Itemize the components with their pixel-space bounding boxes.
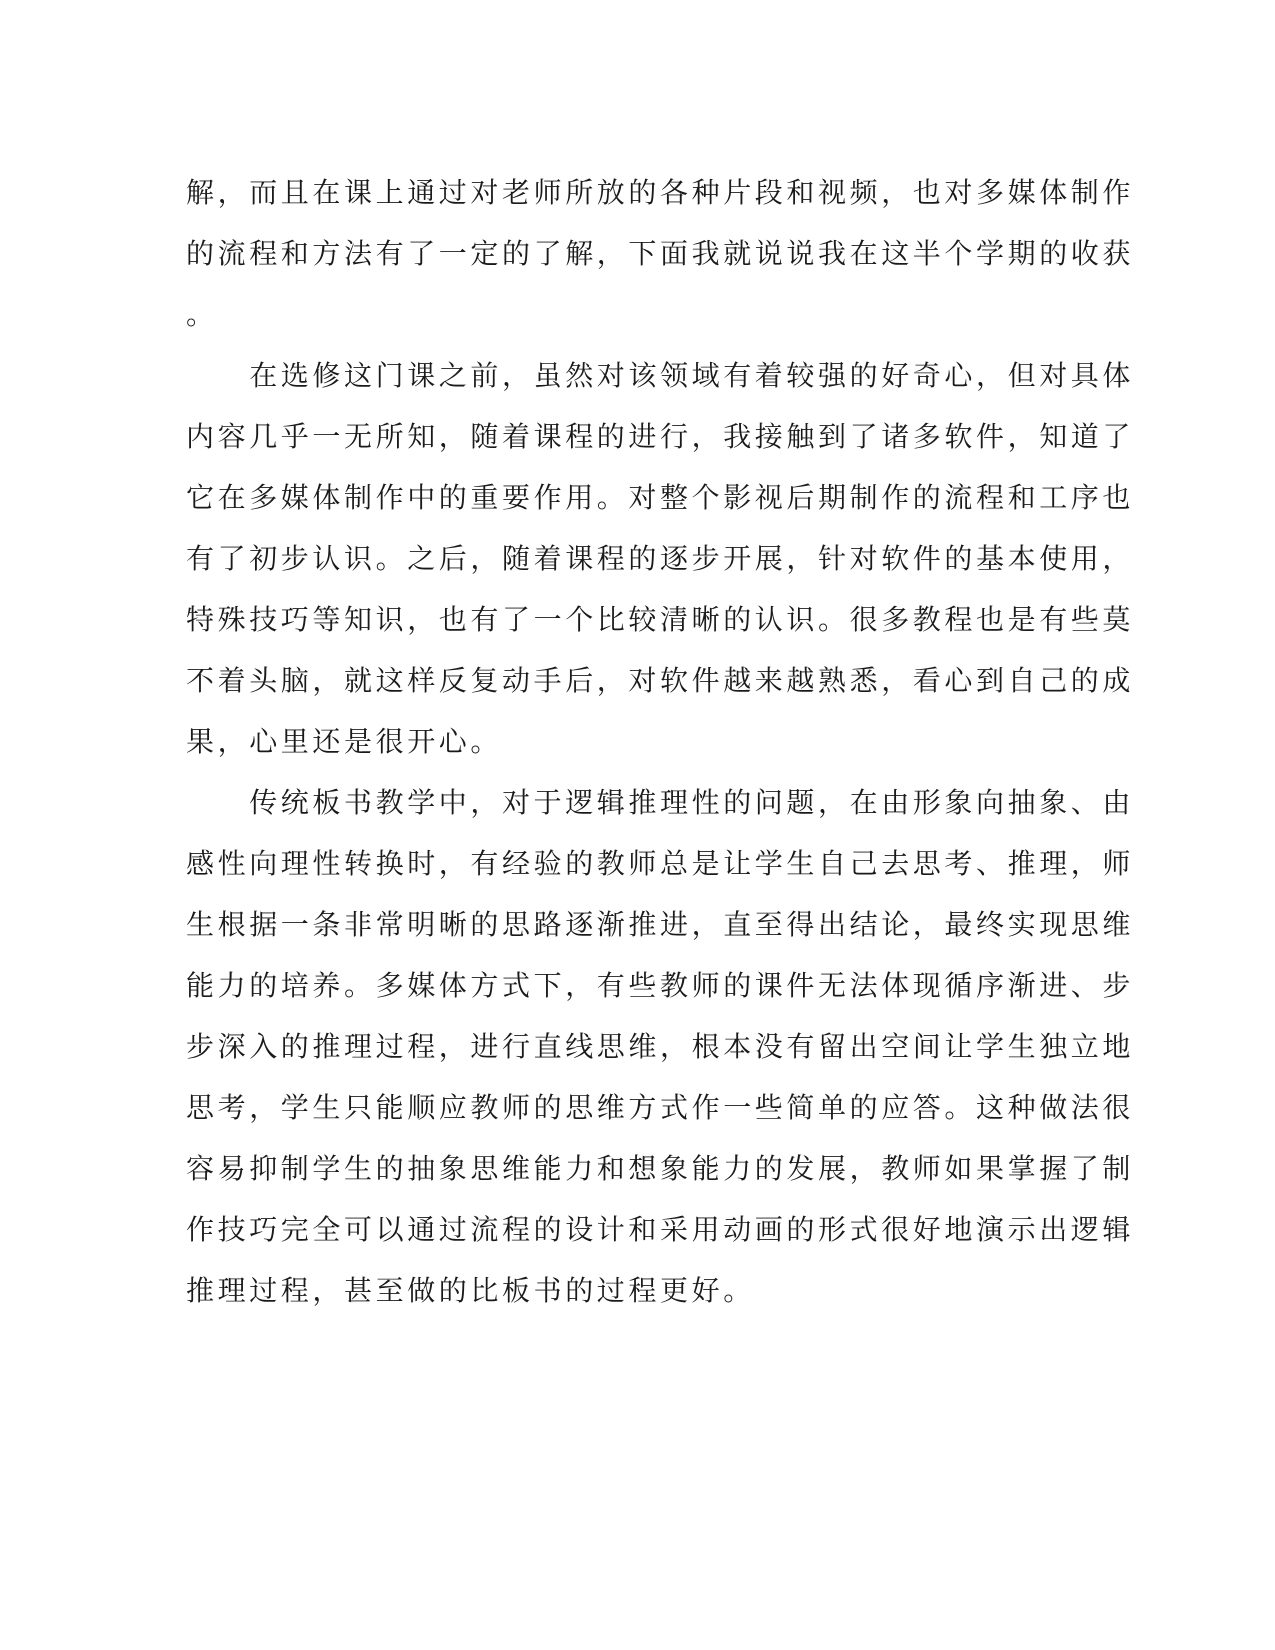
text-line: 特殊技巧等知识，也有了一个比较清晰的认识。很多教程也是有些莫 (186, 603, 1135, 636)
text-line: 它在多媒体制作中的重要作用。对整个影视后期制作的流程和工序也 (186, 481, 1135, 514)
text-line: 的流程和方法有了一定的了解，下面我就说说我在这半个学期的收获 (186, 237, 1135, 270)
text-line: 。 (186, 298, 218, 331)
text-line: 作技巧完全可以通过流程的设计和采用动画的形式很好地演示出逻辑 (186, 1213, 1135, 1246)
text-line: 不着头脑，就这样反复动手后，对软件越来越熟悉，看心到自己的成 (186, 664, 1135, 697)
text-line: 解，而且在课上通过对老师所放的各种片段和视频，也对多媒体制作 (186, 176, 1135, 209)
text-line: 推理过程，甚至做的比板书的过程更好。 (186, 1274, 755, 1307)
text-line: 在选修这门课之前，虽然对该领域有着较强的好奇心，但对具体 (186, 359, 1135, 392)
paragraph-1 (186, 162, 1135, 345)
text-line: 有了初步认识。之后，随着课程的逐步开展，针对软件的基本使用， (186, 542, 1135, 575)
paragraph-2 (186, 345, 1135, 772)
text-line: 步深入的推理过程，进行直线思维，根本没有留出空间让学生独立地 (186, 1030, 1135, 1063)
text-line: 感性向理性转换时，有经验的教师总是让学生自己去思考、推理，师 (186, 847, 1135, 880)
text-line: 思考，学生只能顺应教师的思维方式作一些简单的应答。这种做法很 (186, 1091, 1135, 1124)
text-line: 内容几乎一无所知，随着课程的进行，我接触到了诸多软件，知道了 (186, 420, 1135, 453)
paragraph-3 (186, 772, 1135, 1321)
text-line: 生根据一条非常明晰的思路逐渐推进，直至得出结论，最终实现思维 (186, 908, 1135, 941)
text-line: 传统板书教学中，对于逻辑推理性的问题，在由形象向抽象、由 (186, 786, 1135, 819)
text-line: 能力的培养。多媒体方式下，有些教师的课件无法体现循序渐进、步 (186, 969, 1135, 1002)
text-line: 容易抑制学生的抽象思维能力和想象能力的发展，教师如果掌握了制 (186, 1152, 1135, 1185)
text-line: 果，心里还是很开心。 (186, 725, 503, 758)
body-text (186, 162, 1135, 1321)
